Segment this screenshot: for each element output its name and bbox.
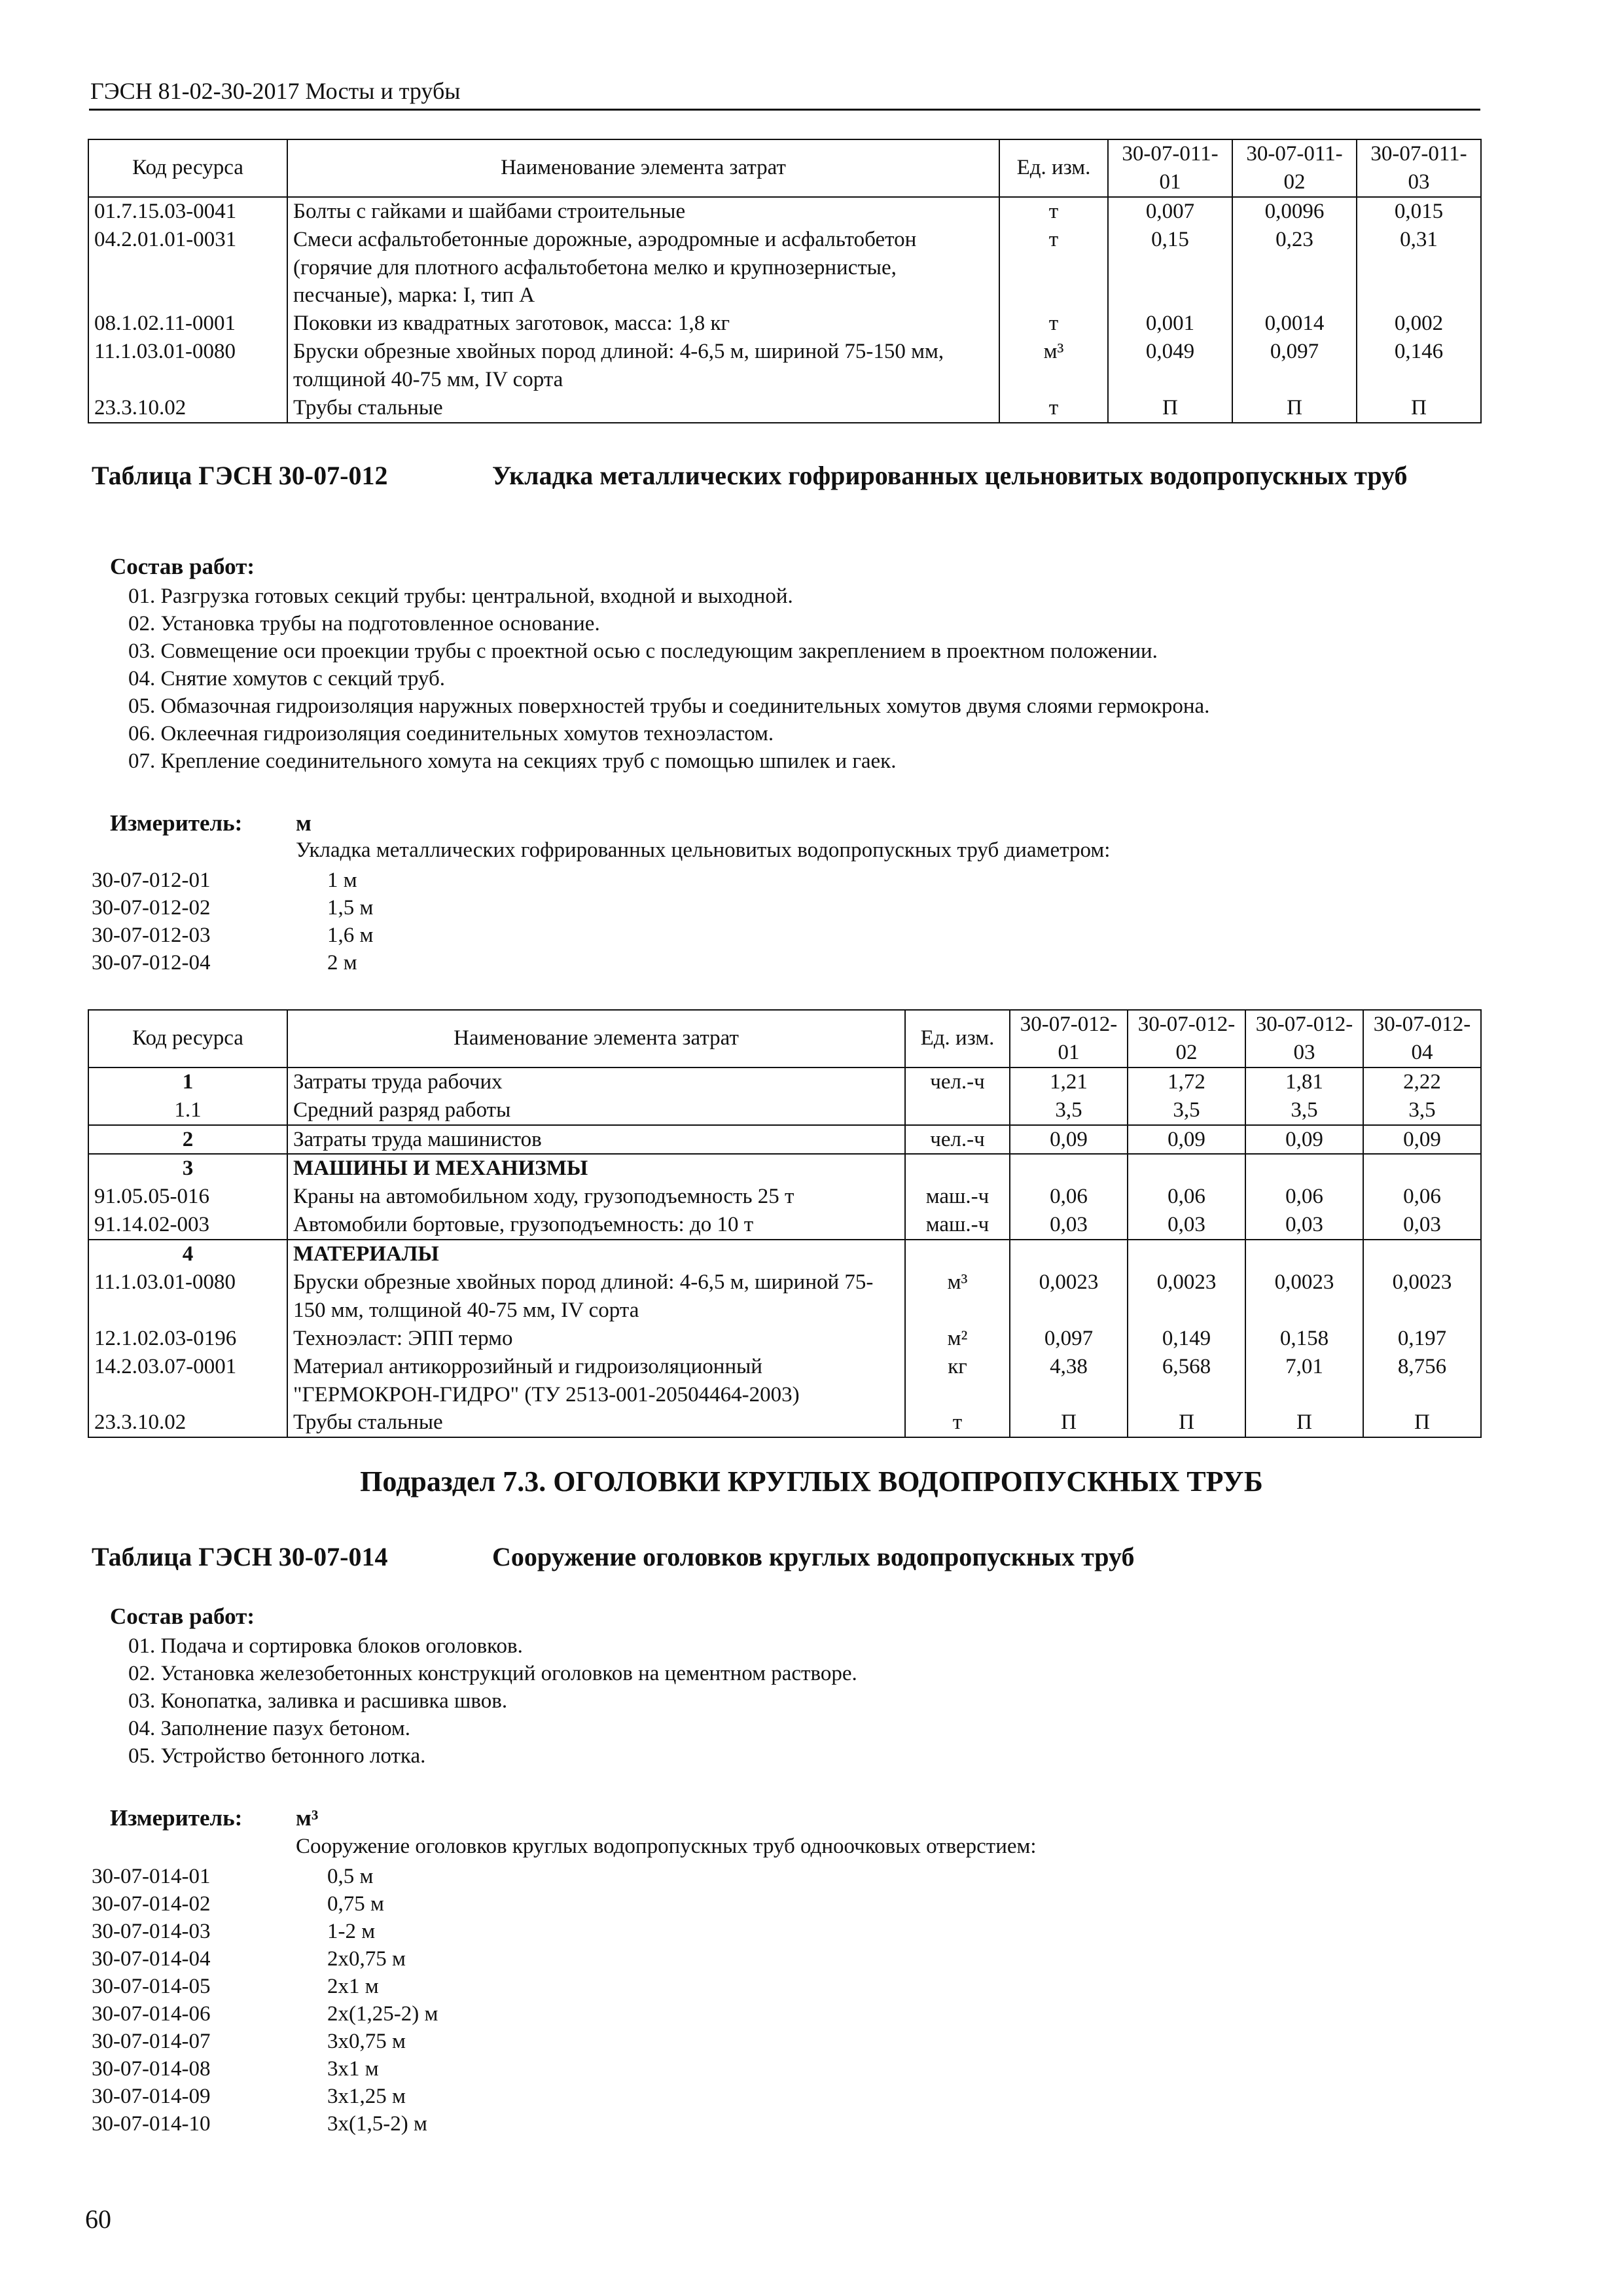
- cell-name: Техноэласт: ЭПП термо: [287, 1325, 905, 1353]
- cell-unit: т: [999, 226, 1108, 310]
- cell-name: Трубы стальные: [287, 394, 999, 423]
- cell-value: 0,097: [1010, 1325, 1128, 1353]
- list-item: 04. Заполнение пазух бетоном.: [128, 1717, 411, 1740]
- col-header: 30-07-012-02: [1128, 1010, 1245, 1067]
- cell-value: 3,5: [1128, 1096, 1245, 1125]
- cell-value: 0,158: [1245, 1325, 1363, 1353]
- cell-name: Затраты труда рабочих: [287, 1067, 905, 1096]
- cell-name: Бруски обрезные хвойных пород длиной: 4-6,5 м, шириной 75-150 мм, толщиной 40-75 мм, IV сорта: [287, 338, 999, 394]
- cell-name: Автомобили бортовые, грузоподъемность: до 10 т: [287, 1211, 905, 1240]
- meter-unit: м³: [296, 1805, 319, 1831]
- cell-value: П: [1363, 1408, 1481, 1437]
- norm-code: 30-07-014-03: [92, 1920, 211, 1943]
- norm-code: 30-07-014-01: [92, 1865, 211, 1888]
- list-item: [92, 2083, 877, 2110]
- list-item: [92, 2110, 877, 2138]
- list-item: 02. Установка железобетонных конструкций оголовков на цементном растворе.: [128, 1662, 857, 1685]
- cell-code: 23.3.10.02: [88, 1408, 287, 1437]
- cell-unit: м³: [905, 1268, 1010, 1325]
- table-title: Укладка металлических гофрированных цельновитых водопропускных труб: [492, 461, 1408, 490]
- list-item: [92, 2028, 877, 2055]
- cell-name: Смеси асфальтобетонные дорожные, аэродромные и асфальтобетон (горячие для плотного асфальтобетона мелко и крупнозернистые, песчаные), марка: I, тип А: [287, 226, 999, 310]
- cell-value: 0,03: [1128, 1211, 1245, 1240]
- list-item: [92, 1973, 877, 2000]
- cell-code: 2: [88, 1125, 287, 1155]
- table-header-row: [88, 1010, 1481, 1067]
- norm-code: 30-07-014-08: [92, 2057, 211, 2081]
- cell-value: 0,09: [1245, 1125, 1363, 1155]
- cell-value: [1128, 1154, 1245, 1183]
- norm-value: 2х1 м: [327, 1975, 379, 1998]
- norm-code: 30-07-012-01: [92, 869, 211, 892]
- cell-code: 11.1.03.01-0080: [88, 338, 287, 394]
- cell-value: 0,09: [1010, 1125, 1128, 1155]
- table-row: [88, 394, 1481, 423]
- table-caption: [92, 1539, 1466, 1579]
- norm-code: 30-07-012-03: [92, 924, 211, 947]
- cell-value: 0,09: [1128, 1125, 1245, 1155]
- meter-label: Измеритель:: [110, 1805, 243, 1831]
- cell-unit: [905, 1154, 1010, 1183]
- norm-codes-list: [92, 867, 877, 977]
- list-item: 07. Крепление соединительного хомута на секциях труб с помощью шпилек и гаек.: [128, 749, 897, 773]
- cell-value: 0,03: [1010, 1211, 1128, 1240]
- norm-value: 1-2 м: [327, 1920, 376, 1943]
- works-list: [128, 1632, 857, 1770]
- table-row: [88, 1325, 1481, 1353]
- cell-unit: маш.-ч: [905, 1183, 1010, 1211]
- cell-unit: маш.-ч: [905, 1211, 1010, 1240]
- cell-unit: т: [999, 394, 1108, 423]
- works-list: [128, 583, 1209, 775]
- cell-code: 04.2.01.01-0031: [88, 226, 287, 310]
- col-header: Наименование элемента затрат: [287, 139, 999, 197]
- cell-name: Бруски обрезные хвойных пород длиной: 4-6,5 м, шириной 75-150 мм, толщиной 40-75 мм, IV сорта: [287, 1268, 905, 1325]
- meter-description: Сооружение оголовков круглых водопропускных труб одноочковых отверстием:: [296, 1835, 1037, 1858]
- table-row: [88, 1096, 1481, 1125]
- table-row: [88, 1268, 1481, 1325]
- list-item: [92, 894, 877, 922]
- works-label: Состав работ:: [110, 1604, 255, 1629]
- cell-value: П: [1108, 394, 1232, 423]
- table-row: [88, 1067, 1481, 1096]
- table-row: [88, 1240, 1481, 1268]
- works-label: Состав работ:: [110, 554, 255, 579]
- norm-value: 1,6 м: [327, 924, 374, 947]
- norm-code: 30-07-014-04: [92, 1947, 211, 1971]
- cell-value: 3,5: [1363, 1096, 1481, 1125]
- table-caption: [92, 458, 1466, 530]
- cell-value: 0,0023: [1128, 1268, 1245, 1325]
- norm-value: 0,75 м: [327, 1892, 384, 1916]
- col-header: Ед. изм.: [905, 1010, 1010, 1067]
- cell-unit: т: [999, 197, 1108, 226]
- cell-name: Затраты труда машинистов: [287, 1125, 905, 1155]
- cell-value: 0,31: [1357, 226, 1481, 310]
- norm-value: 3х0,75 м: [327, 2030, 406, 2053]
- cell-name: Материал антикоррозийный и гидроизоляционный "ГЕРМОКРОН-ГИДРО" (ТУ 2513-001-20504464-2003): [287, 1353, 905, 1409]
- cell-value: 0,0023: [1363, 1268, 1481, 1325]
- cell-code: 91.05.05-016: [88, 1183, 287, 1211]
- cell-value: 0,0096: [1232, 197, 1357, 226]
- table-number: Таблица ГЭСН 30-07-012: [92, 461, 388, 490]
- table-row: [88, 338, 1481, 394]
- table-number: Таблица ГЭСН 30-07-014: [92, 1542, 388, 1571]
- cell-value: 0,03: [1245, 1211, 1363, 1240]
- list-item: [92, 2000, 877, 2028]
- cell-code: 23.3.10.02: [88, 394, 287, 423]
- cell-value: [1128, 1240, 1245, 1268]
- cell-value: 0,0023: [1245, 1268, 1363, 1325]
- list-item: [92, 2055, 877, 2083]
- norm-value: 3х1 м: [327, 2057, 379, 2081]
- col-header: Наименование элемента затрат: [287, 1010, 905, 1067]
- cell-value: 0,0023: [1010, 1268, 1128, 1325]
- table-row: [88, 1154, 1481, 1183]
- norm-code: 30-07-014-07: [92, 2030, 211, 2053]
- norm-value: 2х(1,25-2) м: [327, 2002, 438, 2026]
- col-header: Код ресурса: [88, 1010, 287, 1067]
- cell-value: 0,09: [1363, 1125, 1481, 1155]
- norm-code: 30-07-012-02: [92, 896, 211, 920]
- list-item: [92, 1863, 877, 1890]
- cell-value: П: [1010, 1408, 1128, 1437]
- cell-value: 0,197: [1363, 1325, 1481, 1353]
- norm-value: 2 м: [327, 951, 357, 975]
- cell-name: Болты с гайками и шайбами строительные: [287, 197, 999, 226]
- list-item: 03. Совмещение оси проекции трубы с проектной осью с последующим закреплением в проектном положении.: [128, 639, 1158, 663]
- meter-unit: м: [296, 810, 312, 836]
- cell-name: Краны на автомобильном ходу, грузоподъемность 25 т: [287, 1183, 905, 1211]
- list-item: 01. Подача и сортировка блоков оголовков.: [128, 1634, 523, 1658]
- list-item: 03. Конопатка, заливка и расшивка швов.: [128, 1689, 508, 1713]
- cell-value: 0,001: [1108, 310, 1232, 338]
- meter-label: Измеритель:: [110, 810, 243, 836]
- page-number: 60: [85, 2204, 111, 2234]
- table-header-row: [88, 139, 1481, 197]
- cell-unit: т: [999, 310, 1108, 338]
- cell-value: 0,015: [1357, 197, 1481, 226]
- cell-unit: чел.-ч: [905, 1125, 1010, 1155]
- cell-value: 0,06: [1010, 1183, 1128, 1211]
- list-item: [92, 1890, 877, 1918]
- table-row: [88, 1183, 1481, 1211]
- resource-table-012: [88, 1009, 1482, 1438]
- cell-value: П: [1357, 394, 1481, 423]
- cell-value: [1010, 1240, 1128, 1268]
- list-item: 04. Снятие хомутов с секций труб.: [128, 667, 445, 691]
- list-item: 06. Оклеечная гидроизоляция соединительных хомутов техноэластом.: [128, 722, 774, 745]
- col-header: Ед. изм.: [999, 139, 1108, 197]
- cell-value: 6,568: [1128, 1353, 1245, 1409]
- cell-value: [1245, 1240, 1363, 1268]
- table-row: [88, 1125, 1481, 1155]
- table-row: [88, 197, 1481, 226]
- list-item: 05. Обмазочная гидроизоляция наружных поверхностей трубы и соединительных хомутов двумя слоями гермокрона.: [128, 694, 1210, 718]
- cell-name: МАТЕРИАЛЫ: [287, 1240, 905, 1268]
- cell-value: 0,03: [1363, 1211, 1481, 1240]
- cell-value: 1,21: [1010, 1067, 1128, 1096]
- col-header: 30-07-011-01: [1108, 139, 1232, 197]
- cell-value: 0,15: [1108, 226, 1232, 310]
- norm-code: 30-07-014-09: [92, 2085, 211, 2108]
- cell-value: 0,06: [1363, 1183, 1481, 1211]
- cell-unit: [905, 1096, 1010, 1125]
- norm-value: 0,5 м: [327, 1865, 374, 1888]
- cell-code: 4: [88, 1240, 287, 1268]
- cell-value: 0,149: [1128, 1325, 1245, 1353]
- table-row: [88, 1408, 1481, 1437]
- cell-code: 1: [88, 1067, 287, 1096]
- col-header: 30-07-011-02: [1232, 139, 1357, 197]
- cell-name: Средний разряд работы: [287, 1096, 905, 1125]
- list-item: [92, 922, 877, 949]
- meter-description: Укладка металлических гофрированных цельновитых водопропускных труб диаметром:: [296, 838, 1111, 862]
- col-header: Код ресурса: [88, 139, 287, 197]
- table-row: [88, 1211, 1481, 1240]
- cell-value: 3,5: [1245, 1096, 1363, 1125]
- cell-value: [1363, 1154, 1481, 1183]
- header-rule: [89, 109, 1480, 111]
- cell-value: 0,097: [1232, 338, 1357, 394]
- norm-value: 1 м: [327, 869, 357, 892]
- cell-name: Трубы стальные: [287, 1408, 905, 1437]
- col-header: 30-07-012-01: [1010, 1010, 1128, 1067]
- table-row: [88, 1353, 1481, 1409]
- cell-name: Поковки из квадратных заготовок, масса: 1,8 кг: [287, 310, 999, 338]
- running-header: ГЭСН 81-02-30-2017 Мосты и трубы: [90, 78, 461, 104]
- list-item: 02. Установка трубы на подготовленное основание.: [128, 612, 600, 636]
- cell-unit: [905, 1240, 1010, 1268]
- col-header: 30-07-012-03: [1245, 1010, 1363, 1067]
- cell-value: 0,06: [1128, 1183, 1245, 1211]
- table-row: [88, 310, 1481, 338]
- list-item: [92, 949, 877, 977]
- cell-unit: чел.-ч: [905, 1067, 1010, 1096]
- cell-code: 08.1.02.11-0001: [88, 310, 287, 338]
- cell-code: 14.2.03.07-0001: [88, 1353, 287, 1409]
- cell-unit: м²: [905, 1325, 1010, 1353]
- list-item: 01. Разгрузка готовых секций трубы: центральной, входной и выходной.: [128, 584, 793, 608]
- cell-value: 4,38: [1010, 1353, 1128, 1409]
- norm-value: 3х(1,5-2) м: [327, 2112, 427, 2136]
- list-item: [92, 867, 877, 894]
- cell-value: 8,756: [1363, 1353, 1481, 1409]
- resource-table-011: [88, 139, 1482, 423]
- cell-value: [1245, 1154, 1363, 1183]
- norm-code: 30-07-014-06: [92, 2002, 211, 2026]
- cell-value: 1,72: [1128, 1067, 1245, 1096]
- col-header: 30-07-011-03: [1357, 139, 1481, 197]
- norm-value: 2х0,75 м: [327, 1947, 406, 1971]
- norm-code: 30-07-012-04: [92, 951, 211, 975]
- subsection-heading: Подраздел 7.3. ОГОЛОВКИ КРУГЛЫХ ВОДОПРОПУСКНЫХ ТРУБ: [360, 1465, 1263, 1498]
- cell-code: 1.1: [88, 1096, 287, 1125]
- cell-value: 0,23: [1232, 226, 1357, 310]
- cell-value: 0,049: [1108, 338, 1232, 394]
- col-header: 30-07-012-04: [1363, 1010, 1481, 1067]
- list-item: 05. Устройство бетонного лотка.: [128, 1744, 426, 1768]
- norm-code: 30-07-014-05: [92, 1975, 211, 1998]
- norm-value: 3х1,25 м: [327, 2085, 406, 2108]
- cell-name: МАШИНЫ И МЕХАНИЗМЫ: [287, 1154, 905, 1183]
- cell-value: [1010, 1154, 1128, 1183]
- cell-value: 0,0014: [1232, 310, 1357, 338]
- cell-code: 91.14.02-003: [88, 1211, 287, 1240]
- norm-codes-list: [92, 1863, 877, 2138]
- list-item: [92, 1945, 877, 1973]
- cell-value: 2,22: [1363, 1067, 1481, 1096]
- cell-value: 0,002: [1357, 310, 1481, 338]
- cell-value: П: [1232, 394, 1357, 423]
- norm-code: 30-07-014-10: [92, 2112, 211, 2136]
- cell-value: 1,81: [1245, 1067, 1363, 1096]
- table-title: Сооружение оголовков круглых водопропускных труб: [492, 1542, 1135, 1571]
- cell-unit: кг: [905, 1353, 1010, 1409]
- norm-value: 1,5 м: [327, 896, 374, 920]
- cell-unit: м³: [999, 338, 1108, 394]
- table-row: [88, 226, 1481, 310]
- cell-value: [1363, 1240, 1481, 1268]
- cell-value: 0,06: [1245, 1183, 1363, 1211]
- cell-value: 3,5: [1010, 1096, 1128, 1125]
- cell-code: 12.1.02.03-0196: [88, 1325, 287, 1353]
- cell-code: 11.1.03.01-0080: [88, 1268, 287, 1325]
- cell-value: 7,01: [1245, 1353, 1363, 1409]
- cell-unit: т: [905, 1408, 1010, 1437]
- cell-value: П: [1245, 1408, 1363, 1437]
- norm-code: 30-07-014-02: [92, 1892, 211, 1916]
- cell-value: П: [1128, 1408, 1245, 1437]
- list-item: [92, 1918, 877, 1945]
- cell-value: 0,146: [1357, 338, 1481, 394]
- cell-code: 3: [88, 1154, 287, 1183]
- cell-code: 01.7.15.03-0041: [88, 197, 287, 226]
- cell-value: 0,007: [1108, 197, 1232, 226]
